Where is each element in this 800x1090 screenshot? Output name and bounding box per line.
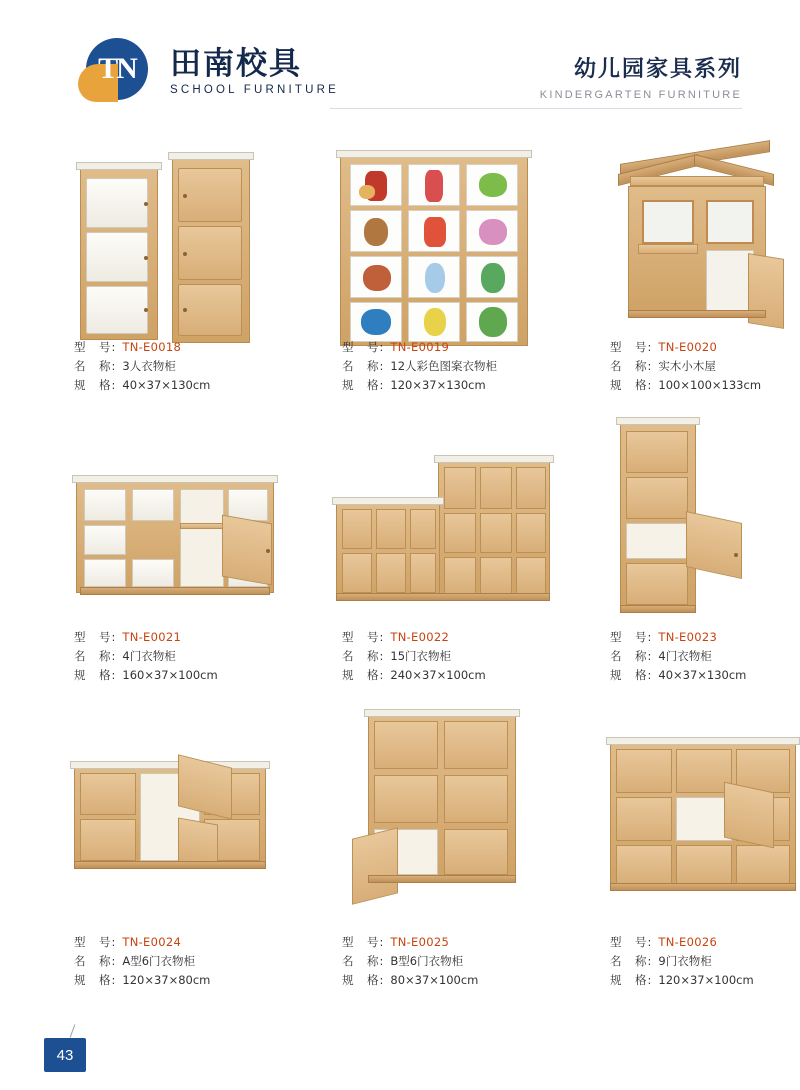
spec-name-value: A型6门衣物柜: [122, 954, 196, 968]
page-number: 43: [44, 1038, 86, 1072]
product-card[interactable]: [62, 128, 310, 413]
product-image-tn-e0023: [598, 413, 800, 628]
product-image-tn-e0022: [330, 413, 578, 628]
spec-name-value: 9门衣物柜: [658, 954, 712, 968]
spec-name-line: [610, 357, 800, 376]
spec-name-value: 12人彩色图案衣物柜: [390, 359, 498, 373]
spec-model-key: 型 号:: [610, 935, 653, 949]
spec-name-key: 名 称:: [74, 649, 117, 663]
spec-size-key: 规 格:: [610, 668, 653, 682]
product-image-tn-e0019: [330, 128, 578, 338]
spec-size-value: 240×37×100cm: [390, 668, 486, 682]
product-card[interactable]: [330, 413, 578, 703]
spec-model-value: TN-E0019: [390, 340, 450, 354]
product-image-tn-e0026: [598, 703, 800, 933]
product-specs: [330, 933, 578, 990]
spec-name-value: 15门衣物柜: [390, 649, 452, 663]
product-specs: [62, 933, 310, 990]
spec-name-key: 名 称:: [610, 359, 653, 373]
spec-name-line: [74, 357, 310, 376]
spec-name-line: [610, 952, 800, 971]
page-number-tick: [70, 1024, 76, 1037]
logo-wordmark: [170, 47, 339, 96]
spec-size-value: 120×37×130cm: [390, 378, 486, 392]
product-card[interactable]: [62, 703, 310, 1003]
spec-size-key: 规 格:: [74, 973, 117, 987]
product-specs: [598, 933, 800, 990]
spec-size-key: 规 格:: [610, 973, 653, 987]
logo-name-cn: 田南校具: [170, 45, 302, 82]
spec-name-line: [610, 647, 800, 666]
spec-size-value: 120×37×80cm: [122, 973, 211, 987]
spec-name-value: 3人衣物柜: [122, 359, 176, 373]
spec-model-value: TN-E0024: [122, 935, 182, 949]
product-row: [0, 413, 800, 703]
product-specs: [330, 628, 578, 685]
spec-model-value: TN-E0020: [658, 340, 718, 354]
product-card[interactable]: [62, 413, 310, 703]
spec-model-line: [610, 338, 800, 357]
spec-model-key: 型 号:: [74, 935, 117, 949]
spec-model-key: 型 号:: [610, 630, 653, 644]
spec-model-key: 型 号:: [610, 340, 653, 354]
spec-model-line: [610, 628, 800, 647]
spec-size-line: [74, 666, 310, 685]
spec-name-line: [342, 952, 578, 971]
product-specs: [62, 628, 310, 685]
product-specs: [598, 338, 800, 395]
product-card[interactable]: [598, 413, 800, 703]
product-specs: [598, 628, 800, 685]
spec-name-line: [74, 952, 310, 971]
product-specs: [330, 338, 578, 395]
spec-model-line: [342, 933, 578, 952]
spec-model-key: 型 号:: [342, 630, 385, 644]
product-grid: [0, 128, 800, 1003]
spec-model-key: 型 号:: [342, 340, 385, 354]
spec-name-line: [74, 647, 310, 666]
spec-size-key: 规 格:: [342, 973, 385, 987]
spec-size-key: 规 格:: [74, 668, 117, 682]
product-image-tn-e0025: [330, 703, 578, 933]
product-image-tn-e0021: [62, 413, 310, 628]
header-divider: [330, 108, 742, 109]
logo-initials: TN: [98, 52, 136, 85]
spec-name-value: 实木小木屋: [658, 359, 716, 373]
product-image-tn-e0018: [62, 128, 310, 338]
header-title-block: [540, 52, 742, 101]
spec-model-value: TN-E0023: [658, 630, 718, 644]
spec-size-key: 规 格:: [610, 378, 653, 392]
product-row: [0, 703, 800, 1003]
spec-size-key: 规 格:: [342, 378, 385, 392]
spec-model-line: [74, 933, 310, 952]
spec-model-key: 型 号:: [74, 630, 117, 644]
spec-model-value: TN-E0021: [122, 630, 182, 644]
spec-name-key: 名 称:: [342, 649, 385, 663]
page-title-cn: 幼儿园家具系列: [573, 57, 742, 82]
spec-name-key: 名 称:: [74, 954, 117, 968]
spec-size-value: 40×37×130cm: [122, 378, 211, 392]
product-image-tn-e0024: [62, 703, 310, 933]
spec-name-key: 名 称:: [610, 649, 653, 663]
spec-model-key: 型 号:: [74, 340, 117, 354]
spec-model-key: 型 号:: [342, 935, 385, 949]
logo-name-en: SCHOOL FURNITURE: [170, 83, 339, 96]
spec-name-key: 名 称:: [342, 359, 385, 373]
spec-model-value: TN-E0025: [390, 935, 450, 949]
spec-size-key: 规 格:: [74, 378, 117, 392]
spec-name-key: 名 称:: [342, 954, 385, 968]
logo-mark-icon: [78, 38, 162, 104]
spec-model-line: [610, 933, 800, 952]
spec-size-value: 120×37×100cm: [658, 973, 754, 987]
page-title-en: KINDERGARTEN FURNITURE: [539, 89, 742, 101]
spec-size-line: [610, 666, 800, 685]
spec-size-line: [74, 376, 310, 395]
spec-size-value: 40×37×130cm: [658, 668, 747, 682]
spec-name-line: [342, 647, 578, 666]
spec-model-value: TN-E0022: [390, 630, 450, 644]
spec-name-value: 4门衣物柜: [658, 649, 712, 663]
spec-size-line: [342, 666, 578, 685]
spec-size-line: [610, 376, 800, 395]
spec-size-value: 100×100×133cm: [658, 378, 762, 392]
spec-size-line: [342, 971, 578, 990]
spec-name-value: B型6门衣物柜: [390, 954, 464, 968]
spec-model-line: [74, 338, 310, 357]
spec-model-value: TN-E0018: [122, 340, 182, 354]
spec-size-value: 80×37×100cm: [390, 973, 479, 987]
spec-model-line: [342, 628, 578, 647]
spec-size-line: [74, 971, 310, 990]
product-row: [0, 128, 800, 413]
spec-size-key: 规 格:: [342, 668, 385, 682]
brand-logo: [78, 38, 339, 104]
spec-name-line: [342, 357, 578, 376]
spec-size-value: 160×37×100cm: [122, 668, 218, 682]
page-header: [0, 0, 800, 128]
spec-size-line: [610, 971, 800, 990]
spec-name-value: 4门衣物柜: [122, 649, 176, 663]
product-card[interactable]: [598, 128, 800, 413]
product-specs: [62, 338, 310, 395]
spec-size-line: [342, 376, 578, 395]
product-card[interactable]: [330, 128, 578, 413]
spec-name-key: 名 称:: [610, 954, 653, 968]
spec-model-line: [342, 338, 578, 357]
spec-model-value: TN-E0026: [658, 935, 718, 949]
product-image-tn-e0020: [598, 128, 800, 338]
spec-model-line: [74, 628, 310, 647]
spec-name-key: 名 称:: [74, 359, 117, 373]
product-card[interactable]: [598, 703, 800, 1003]
product-card[interactable]: [330, 703, 578, 1003]
